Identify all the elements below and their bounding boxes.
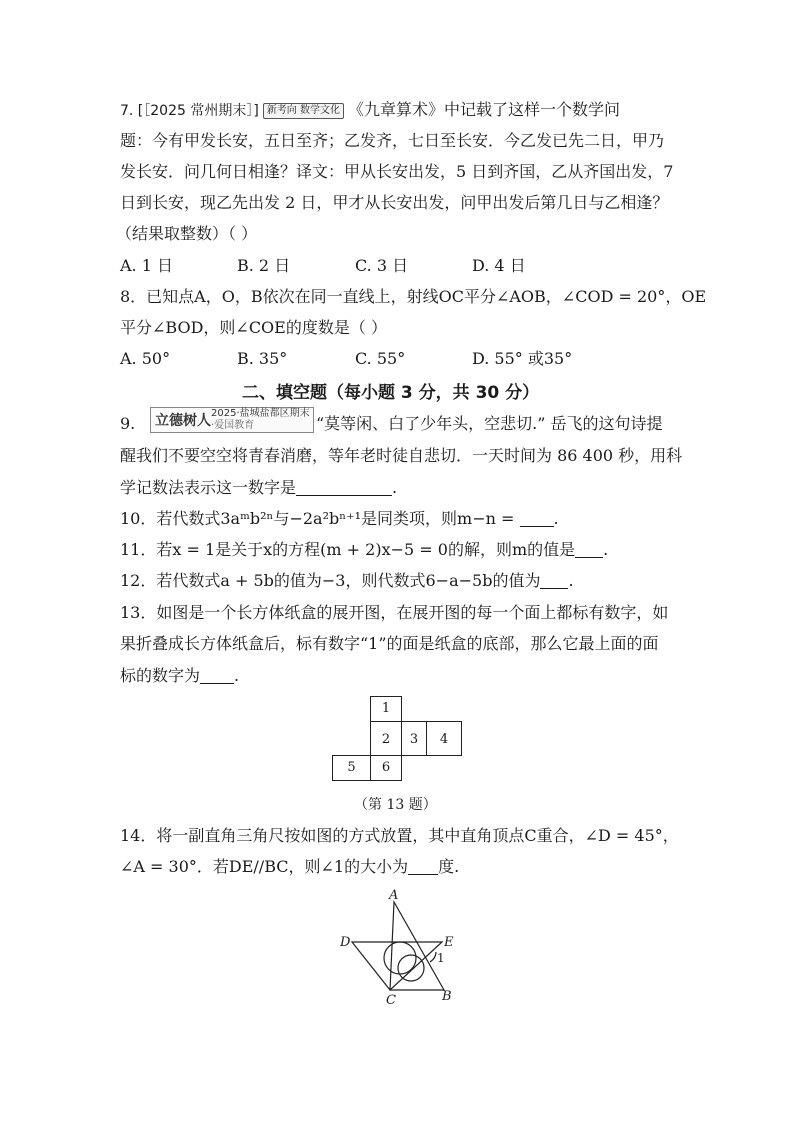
q14-line-2 xyxy=(120,857,459,877)
net-cell-3: 3 xyxy=(401,721,427,756)
net-cell-6: 6 xyxy=(370,755,402,781)
q11-text: 11．若x = 1是关于x的方程(m + 2)x−5 = 0的解，则m的值是 xyxy=(120,540,576,559)
label-1: 1 xyxy=(437,951,445,965)
q7-text-1: 《九章算术》中记载了这样一个数学问 xyxy=(348,100,621,119)
q7-line-5: （结果取整数）（ ） xyxy=(116,224,258,243)
q7-option-a: A. 1 日 xyxy=(120,256,173,275)
q9-badge xyxy=(150,407,314,433)
q13-answer-blank[interactable] xyxy=(200,667,234,684)
q8-option-a: A. 50° xyxy=(120,349,171,368)
label-e: E xyxy=(444,935,454,950)
q7-option-c: C. 3 日 xyxy=(355,256,409,275)
label-d: D xyxy=(340,935,351,950)
q13-line-1: 13．如图是一个长方体纸盒的展开图，在展开图的每一个面上都标有数字，如 xyxy=(120,603,669,622)
q9-answer-blank[interactable] xyxy=(296,479,392,496)
figure-caption-13: （第 13 题） xyxy=(354,797,437,813)
q13-line-2: 果折叠成长方体纸盒后，标有数字“1”的面是纸盒的底部，那么它最上面的面 xyxy=(120,634,659,653)
q10-line xyxy=(120,509,559,529)
q7-line-4: 日到长安，现乙先出发 2 日，甲才从长安出发，问甲出发后第几日与乙相逢？ xyxy=(120,193,669,212)
q11-answer-blank[interactable] xyxy=(575,541,603,558)
q14-unit: 度. xyxy=(438,857,460,876)
q8-option-c: C. 55° xyxy=(355,349,406,368)
net-cell-1: 1 xyxy=(370,696,402,722)
q9-line-1: “莫等闲、白了少年头，空悲切.” 岳飞的这句诗提 xyxy=(316,414,663,433)
net-cell-5: 5 xyxy=(332,755,371,781)
q13-period: . xyxy=(234,666,240,685)
q13-line-3 xyxy=(120,666,239,686)
label-c: C xyxy=(386,993,396,1008)
q7-option-b: B. 2 日 xyxy=(237,256,291,275)
triangle-acb xyxy=(390,902,444,990)
q9-line-3 xyxy=(120,478,397,498)
q7-line-2: 题：今有甲发长安，五日至齐；乙发齐，七日至长安．今乙发已先二日，甲乃 xyxy=(120,131,665,150)
label-a: A xyxy=(389,888,399,903)
q7-badge: 新考向 数学文化 xyxy=(263,103,344,119)
angle-1-arc xyxy=(430,952,436,962)
q14-text-2: ∠A = 30°．若DE//BC，则∠1的大小为 xyxy=(120,857,409,876)
q9-line-2: 醒我们不要空空将青春消磨，等年老时徒自悲切．一天时间为 86 400 秒，用科 xyxy=(120,446,683,465)
q7-source: 7. [［2025 常州期末］] xyxy=(120,103,259,119)
q13-text-3: 标的数字为 xyxy=(120,666,201,685)
q9-badge-top: 2025·盐城盐都区期末 xyxy=(211,408,310,419)
q12-text: 12．若代数式a + 5b的值为−3，则代数式6−a−5b的值为 xyxy=(120,571,541,590)
q12-answer-blank[interactable] xyxy=(540,572,568,589)
q11-line xyxy=(120,540,608,560)
q14-line-1: 14．将一副直角三角尺按如图的方式放置，其中直角顶点C重合，∠D = 45°， xyxy=(120,826,679,845)
net-cell-4: 4 xyxy=(426,721,462,756)
q8-option-d: D. 55° 或35° xyxy=(472,349,573,368)
angle-arc-1 xyxy=(384,942,416,974)
q7-option-d: D. 4 日 xyxy=(472,256,526,275)
q8-line-1: 8．已知点A，O，B依次在同一直线上，射线OC平分∠AOB，∠COD = 20°，OE xyxy=(120,287,707,306)
q7-line-3: 发长安．问几何日相逢？译文：甲从长安出发，5 日到齐国，乙从齐国出发，7 xyxy=(120,162,674,181)
q11-period: . xyxy=(603,540,609,559)
net-cell-2: 2 xyxy=(370,721,402,756)
triangle-dec xyxy=(352,942,442,990)
q10-text: 10．若代数式3aᵐb²ⁿ与−2a²bⁿ⁺¹是同类项，则m−n = xyxy=(120,509,520,528)
q7-line-1 xyxy=(120,100,620,121)
q9-text-3: 学记数法表示这一数字是 xyxy=(120,478,297,497)
q9-period: . xyxy=(392,478,398,497)
q14-answer-blank[interactable] xyxy=(408,858,438,875)
q12-line xyxy=(120,571,574,591)
q10-answer-blank[interactable] xyxy=(520,510,554,527)
angle-arc-2 xyxy=(398,955,424,981)
q10-period: . xyxy=(553,509,559,528)
q8-line-2: 平分∠BOD，则∠COE的度数是（ ） xyxy=(120,318,387,337)
label-b: B xyxy=(442,989,452,1004)
q12-period: . xyxy=(568,571,574,590)
q9-number: 9. xyxy=(120,414,136,433)
q8-option-b: B. 35° xyxy=(237,349,288,368)
q9-badge-bottom: ·爱国教育 xyxy=(211,420,255,431)
q9-badge-logo: 立德树人 xyxy=(155,413,211,429)
section-heading: 二、填空题（每小题 3 分，共 30 分） xyxy=(242,383,540,403)
